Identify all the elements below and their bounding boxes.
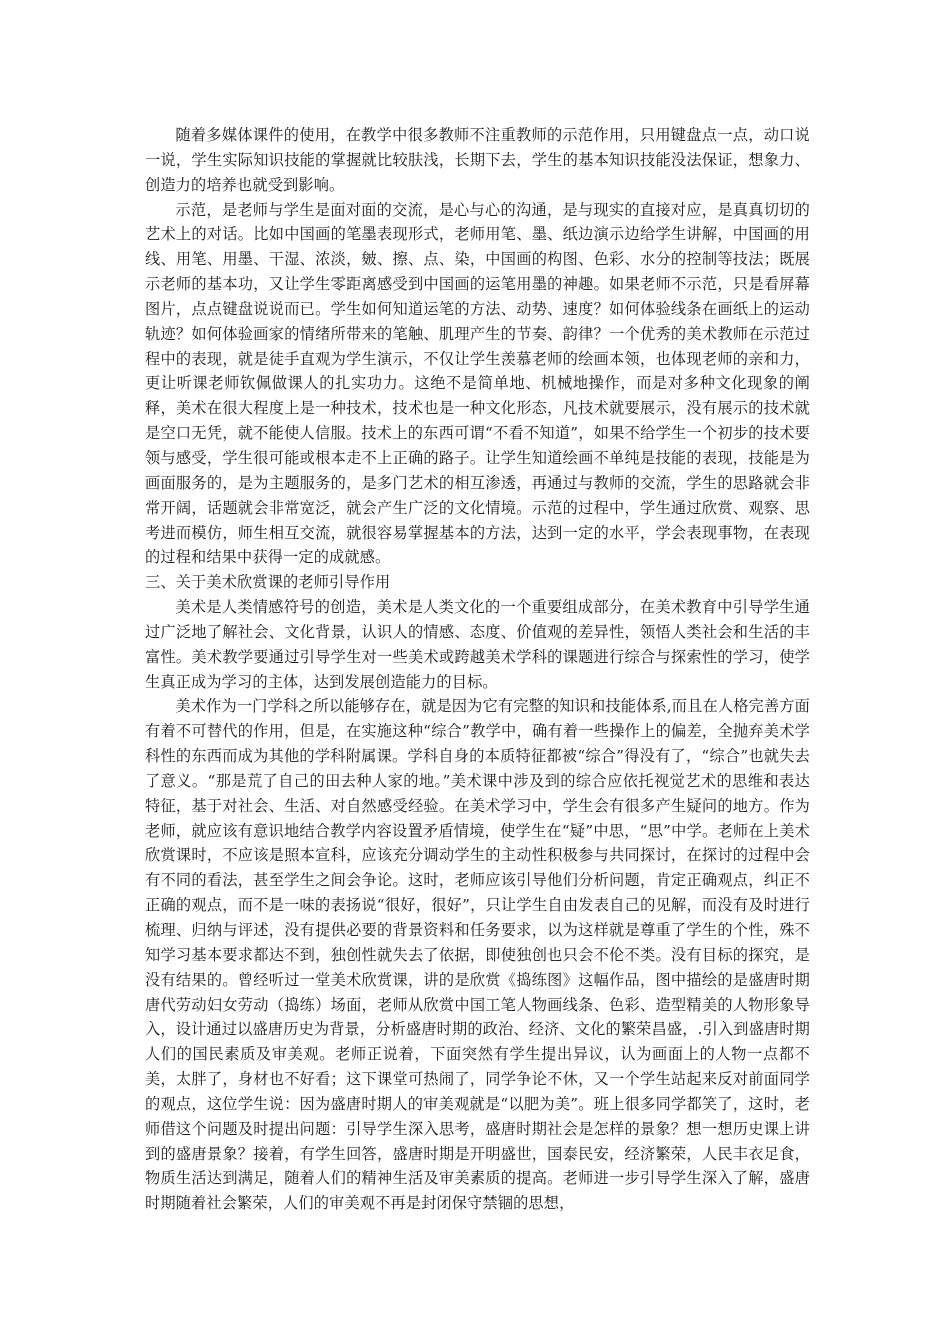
paragraph-demonstration-value: 示范，是老师与学生是面对面的交流，是心与心的沟通，是与现实的直接对应，是真真切切的艺术上的对话。比如中国画的笔墨表现形式，老师用笔、墨、纸边演示边给学生讲解，中国画的用线、用笔、用墨、干湿、浓淡，皴、擦、点、染，中国画的构图、色彩、水分的控制等技法；既展示老师的基本功，又让学生零距离感受到中国画的运笔用墨的神趣。如果老师不示范，只是看屏幕图片，点点键盘说说而已。学生如何知道运笔的方法、动势、速度？如何体验线条在画纸上的运动轨迹？如何体验画家的情绪所带来的笔触、肌理产生的节奏、韵律？一个优秀的美术教师在示范过程中的表现，就是徒手直观为学生演示，不仅让学生羡慕老师的绘画本领，也体现老师的亲和力，更让听课老师钦佩做课人的扎实功力。这绝不是简单地、机械地操作，而是对多种文化现象的阐释，美术在很大程度上是一种技术，技术也是一种文化形态，凡技术就要展示，没有展示的技术就是空口无凭，就不能使人信服。技术上的东西可谓“不看不知道”，如果不给学生一个初步的技术要领与感受，学生很可能或根本走不上正确的路子。让学生知道绘画不单纯是技能的表现，技能是为画面服务的，是为主题服务的，是多门艺术的相互渗透，再通过与教师的交流，学生的思路就会非常开阔，话题就会非常宽泛，就会产生广泛的文化情境。示范的过程中，学生通过欣赏、观察、思考进而模仿，师生相互交流，就很容易掌握基本的方法，达到一定的水平，学会表现事物，在表现的过程和结果中获得一定的成就感。 — [145, 200, 810, 567]
document-body — [145, 123, 810, 1216]
section-heading-appreciation: 三、关于美术欣赏课的老师引导作用 — [145, 573, 391, 592]
paragraph-art-discipline: 美术作为一门学科之所以能够存在，就是因为它有完整的知识和技能体系,而且在人格完善方面有着不可替代的作用，但是，在实施这种“综合”教学中，确有着一些操作上的偏差，全抛弃美术学科性的东西而成为其他的学科附属课。学科自身的本质特征都被“综合”得没有了，“综合”也就失去了意义。“那是荒了自己的田去种人家的地。”美术课中涉及到的综合应依托视觉艺术的思维和表达特征，基于对社会、生活、对自然感受经验。在美术学习中，学生会有很多产生疑问的地方。作为老师，就应该有意识地结合教学内容设置矛盾情境，使学生在“疑”中思，“思”中学。老师在上美术欣赏课时，不应该是照本宣科，应该充分调动学生的主动性积极参与共同探讨，在探讨的过程中会有不同的看法，甚至学生之间会争论。这时，老师应该引导他们分析问题，肯定正确观点，纠正不正确的观点，而不是一味的表扬说“很好，很好”，只让学生自由发表自己的见解，而没有及时进行梳理、归纳与评述，没有提供必要的背景资料和任务要求，以为这样就是尊重了学生的个性，殊不知学习基本要求都达不到，独创性就失去了依据，即使独创也只会不伦不类。没有目标的探究，是没有结果的。曾经听过一堂美术欣赏课，讲的是欣赏《捣练图》这幅作品，图中描绘的是盛唐时期唐代劳动妇女劳动（捣练）场面，老师从欣赏中国工笔人物画线条、色彩、造型精美的人物形象导入，设计通过以盛唐历史为背景，分析盛唐时期的政治、经济、文化的繁荣昌盛，.引入到盛唐时期人们的国民素质及审美观。老师正说着，下面突然有学生提出异议，认为画面上的人物一点都不美，太胖了，身材也不好看；这下课堂可热闹了，同学争论不休，又一个学生站起来反对前面同学的观点，这位学生说：因为盛唐时期人的审美观就是“以肥为美”。班上很多同学都笑了，这时，老师借这个问题及时提出问题：引导学生深入思考，盛唐时期社会是怎样的景象？想一想历史课上讲到的盛唐景象？接着，有学生回答，盛唐时期是开明盛世，国泰民安，经济繁荣，人民丰衣足食，物质生活达到满足，随着人们的精神生活及审美素质的提高。老师进一步引导学生深入了解，盛唐时期随着社会繁荣，人们的审美观不再是封闭保守禁锢的思想， — [145, 697, 810, 1213]
paragraph-art-emotion: 美术是人类情感符号的创造，美术是人类文化的一个重要组成部分，在美术教育中引导学生通过广泛地了解社会、文化背景，认识人的情感、态度、价值观的差异性，领悟人类社会和生活的丰富性。美术教学要通过引导学生对一些美术或跨越美术学科的课题进行综合与探索性的学习，使学生真正成为学习的主体，达到发展创造能力的目标。 — [145, 598, 810, 691]
paragraph-multimedia-demonstration: 随着多媒体课件的使用，在教学中很多教师不注重教师的示范作用，只用键盘点一点，动口说一说，学生实际知识技能的掌握就比较肤浅，长期下去，学生的基本知识技能没法保证，想象力、创造力的培养也就受到影响。 — [145, 126, 810, 194]
